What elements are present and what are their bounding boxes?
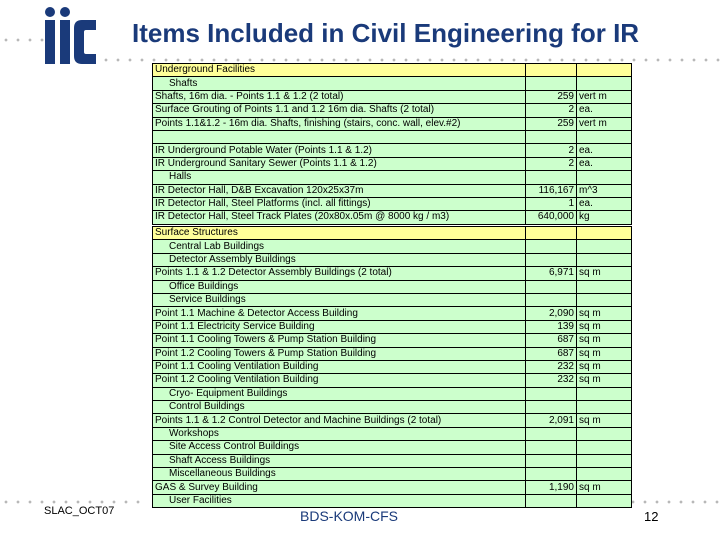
item-quantity: 687	[526, 334, 577, 347]
item-description: Surface Grouting of Points 1.1 and 1.2 16m dia. Shafts (2 total)	[153, 104, 526, 117]
item-description: Points 1.1&1.2 - 16m dia. Shafts, finishing (stairs, conc. wall, elev.#2)	[153, 117, 526, 130]
item-quantity: 6,971	[526, 267, 577, 280]
item-description: Service Buildings	[153, 293, 526, 306]
item-unit	[577, 64, 632, 77]
item-quantity	[526, 468, 577, 481]
item-quantity: 687	[526, 347, 577, 360]
item-unit: sq m	[577, 334, 632, 347]
item-unit	[577, 130, 632, 143]
item-unit: ea.	[577, 144, 632, 157]
item-description: Shafts, 16m dia. - Points 1.1 & 1.2 (2 total)	[153, 90, 526, 103]
item-unit	[577, 253, 632, 266]
item-quantity: 232	[526, 374, 577, 387]
footer-event-label: SLAC_OCT07	[44, 505, 115, 517]
table-row	[153, 468, 632, 481]
table-row	[153, 197, 632, 210]
item-unit: kg	[577, 211, 632, 224]
item-quantity: 2	[526, 144, 577, 157]
item-quantity	[526, 64, 577, 77]
item-unit	[577, 293, 632, 306]
item-quantity	[526, 401, 577, 414]
item-description: Miscellaneous Buildings	[153, 468, 526, 481]
table-row	[153, 307, 632, 320]
item-quantity	[526, 227, 577, 240]
item-unit	[577, 227, 632, 240]
item-description	[153, 130, 526, 143]
table-row	[153, 77, 632, 90]
decorative-dots-top-right	[100, 58, 720, 62]
item-unit	[577, 280, 632, 293]
item-description: Points 1.1 & 1.2 Control Detector and Machine Buildings (2 total)	[153, 414, 526, 427]
table-header-row	[153, 64, 632, 77]
item-description: Site Access Control Buildings	[153, 441, 526, 454]
table-row	[153, 211, 632, 224]
item-quantity: 1	[526, 197, 577, 210]
decorative-dots-bottom-left	[0, 500, 140, 504]
item-unit: sq m	[577, 320, 632, 333]
item-description: Point 1.1 Cooling Towers & Pump Station Building	[153, 334, 526, 347]
item-description: User Facilities	[153, 494, 526, 507]
item-quantity	[526, 171, 577, 184]
item-unit: sq m	[577, 347, 632, 360]
table-row	[153, 184, 632, 197]
table-row	[153, 360, 632, 373]
item-unit: ea.	[577, 157, 632, 170]
item-unit: sq m	[577, 481, 632, 494]
table-row	[153, 401, 632, 414]
table-row	[153, 253, 632, 266]
table-row	[153, 267, 632, 280]
table-row	[153, 481, 632, 494]
item-unit	[577, 454, 632, 467]
table-row	[153, 171, 632, 184]
table-row	[153, 104, 632, 117]
item-quantity: 259	[526, 117, 577, 130]
item-unit	[577, 401, 632, 414]
item-quantity	[526, 441, 577, 454]
item-description: Central Lab Buildings	[153, 240, 526, 253]
table-row	[153, 130, 632, 143]
ilc-logo	[42, 6, 98, 68]
item-description: Points 1.1 & 1.2 Detector Assembly Buildings (2 total)	[153, 267, 526, 280]
item-unit	[577, 427, 632, 440]
table-row	[153, 144, 632, 157]
item-quantity: 640,000	[526, 211, 577, 224]
decorative-dots-top-left	[0, 38, 44, 42]
table-row	[153, 427, 632, 440]
item-description: Workshops	[153, 427, 526, 440]
item-quantity	[526, 240, 577, 253]
table-row	[153, 414, 632, 427]
item-unit: ea.	[577, 104, 632, 117]
item-description: Halls	[153, 171, 526, 184]
item-quantity: 2,090	[526, 307, 577, 320]
item-quantity: 2	[526, 157, 577, 170]
table-row	[153, 280, 632, 293]
item-unit	[577, 494, 632, 507]
item-description: Control Buildings	[153, 401, 526, 414]
item-unit	[577, 468, 632, 481]
item-description: IR Underground Potable Water (Points 1.1 & 1.2)	[153, 144, 526, 157]
table-row	[153, 454, 632, 467]
table-row	[153, 387, 632, 400]
item-description: Point 1.1 Machine & Detector Access Building	[153, 307, 526, 320]
underground-facilities-table	[152, 63, 632, 225]
table-row	[153, 494, 632, 507]
item-description: Office Buildings	[153, 280, 526, 293]
item-unit: sq m	[577, 360, 632, 373]
table-row	[153, 374, 632, 387]
table-row	[153, 347, 632, 360]
item-unit: sq m	[577, 307, 632, 320]
item-unit	[577, 171, 632, 184]
item-description: Shaft Access Buildings	[153, 454, 526, 467]
item-description: Underground Facilities	[153, 64, 526, 77]
item-unit	[577, 387, 632, 400]
item-quantity	[526, 130, 577, 143]
item-description: Point 1.2 Cooling Towers & Pump Station Building	[153, 347, 526, 360]
item-unit	[577, 77, 632, 90]
item-unit: sq m	[577, 374, 632, 387]
item-quantity: 139	[526, 320, 577, 333]
item-unit	[577, 441, 632, 454]
item-description: GAS & Survey Building	[153, 481, 526, 494]
surface-structures-table	[152, 226, 632, 508]
item-unit: sq m	[577, 267, 632, 280]
item-description: IR Detector Hall, Steel Track Plates (20x80x.05m @ 8000 kg / m3)	[153, 211, 526, 224]
table-row	[153, 334, 632, 347]
table-row	[153, 90, 632, 103]
item-description: Shafts	[153, 77, 526, 90]
item-quantity	[526, 77, 577, 90]
table-row	[153, 157, 632, 170]
item-description: IR Underground Sanitary Sewer (Points 1.1 & 1.2)	[153, 157, 526, 170]
item-description: Point 1.2 Cooling Ventilation Building	[153, 374, 526, 387]
item-quantity: 1,190	[526, 481, 577, 494]
item-description: Point 1.1 Cooling Ventilation Building	[153, 360, 526, 373]
item-quantity: 2	[526, 104, 577, 117]
item-quantity	[526, 293, 577, 306]
table-row	[153, 117, 632, 130]
item-unit: vert m	[577, 90, 632, 103]
item-description: Detector Assembly Buildings	[153, 253, 526, 266]
item-quantity: 232	[526, 360, 577, 373]
item-unit: vert m	[577, 117, 632, 130]
item-description: Surface Structures	[153, 227, 526, 240]
item-quantity: 116,167	[526, 184, 577, 197]
item-quantity	[526, 454, 577, 467]
page-number: 12	[644, 509, 659, 524]
item-description: IR Detector Hall, D&B Excavation 120x25x37m	[153, 184, 526, 197]
table-row	[153, 320, 632, 333]
item-quantity	[526, 494, 577, 507]
item-unit: ea.	[577, 197, 632, 210]
item-description: Cryo- Equipment Buildings	[153, 387, 526, 400]
item-quantity	[526, 427, 577, 440]
item-quantity: 259	[526, 90, 577, 103]
table-row	[153, 441, 632, 454]
table-row	[153, 240, 632, 253]
item-quantity	[526, 280, 577, 293]
item-quantity: 2,091	[526, 414, 577, 427]
item-unit: sq m	[577, 414, 632, 427]
item-quantity	[526, 387, 577, 400]
footer-document-id: BDS-KOM-CFS	[300, 508, 398, 524]
item-description: Point 1.1 Electricity Service Building	[153, 320, 526, 333]
item-quantity	[526, 253, 577, 266]
item-description: IR Detector Hall, Steel Platforms (incl. all fittings)	[153, 197, 526, 210]
page-title: Items Included in Civil Engineering for IR	[132, 18, 640, 48]
item-unit: m^3	[577, 184, 632, 197]
table-header-row	[153, 227, 632, 240]
table-row	[153, 293, 632, 306]
item-unit	[577, 240, 632, 253]
